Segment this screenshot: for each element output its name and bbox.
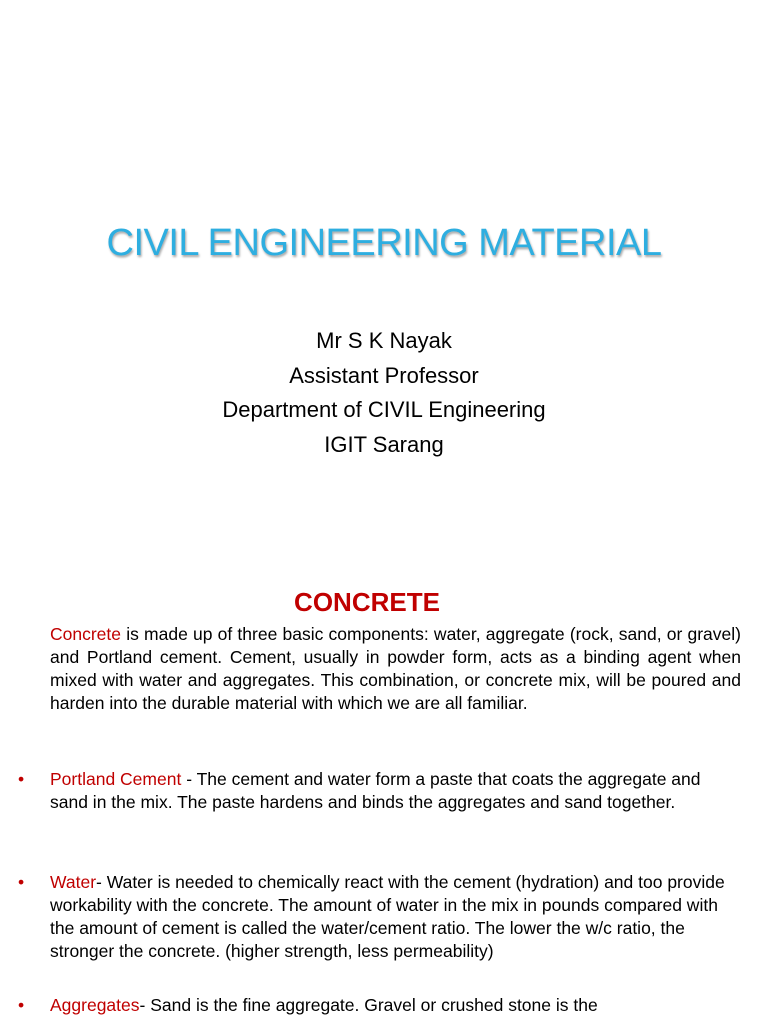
- bullet-icon: •: [18, 995, 25, 1015]
- intro-paragraph: [50, 623, 741, 715]
- document-title: CIVIL ENGINEERING MATERIAL: [106, 222, 662, 264]
- author-institute: IGIT Sarang: [324, 431, 444, 457]
- bullet-portland-cement: [18, 768, 743, 814]
- bullet-text: - The cement and water form a paste that coats the aggregate and sand in the mix. The paste hardens and binds the aggregates and sand together.: [50, 769, 701, 812]
- intro-term: Concrete: [50, 624, 122, 644]
- bullet-term: Water: [50, 872, 97, 892]
- author-block: [0, 324, 768, 462]
- concrete-slide: [0, 576, 768, 1024]
- author-name: Mr S K Nayak: [316, 328, 452, 353]
- author-position: Assistant Professor: [289, 362, 479, 388]
- bullet-icon: •: [18, 769, 25, 789]
- bullet-text: - Sand is the fine aggregate. Gravel or crushed stone is the: [139, 995, 598, 1015]
- bullet-term: Portland Cement: [50, 769, 182, 789]
- bullet-water: [18, 871, 743, 963]
- author-department: Department of CIVIL Engineering: [222, 397, 546, 422]
- bullet-icon: •: [18, 872, 25, 892]
- bullet-text: - Water is needed to chemically react with the cement (hydration) and too provide workability with the concrete. The amount of water in the mix in pounds compared with the amount of cement is called the water/cement ratio. The lower the w/c ratio, the stronger the concrete. (higher strength, less permeability): [50, 872, 725, 961]
- intro-text: is made up of three basic components: water, aggregate (rock, sand, or gravel) and Portland cement. Cement, usually in powder form, acts as a binding agent when mixed with water and aggregates. This combination, or concrete mix, will be poured and harden into the durable material with which we are all familiar.: [50, 624, 741, 713]
- bullet-aggregates: [18, 994, 743, 1017]
- section-heading: CONCRETE: [294, 587, 440, 617]
- bullet-term: Aggregates: [50, 995, 140, 1015]
